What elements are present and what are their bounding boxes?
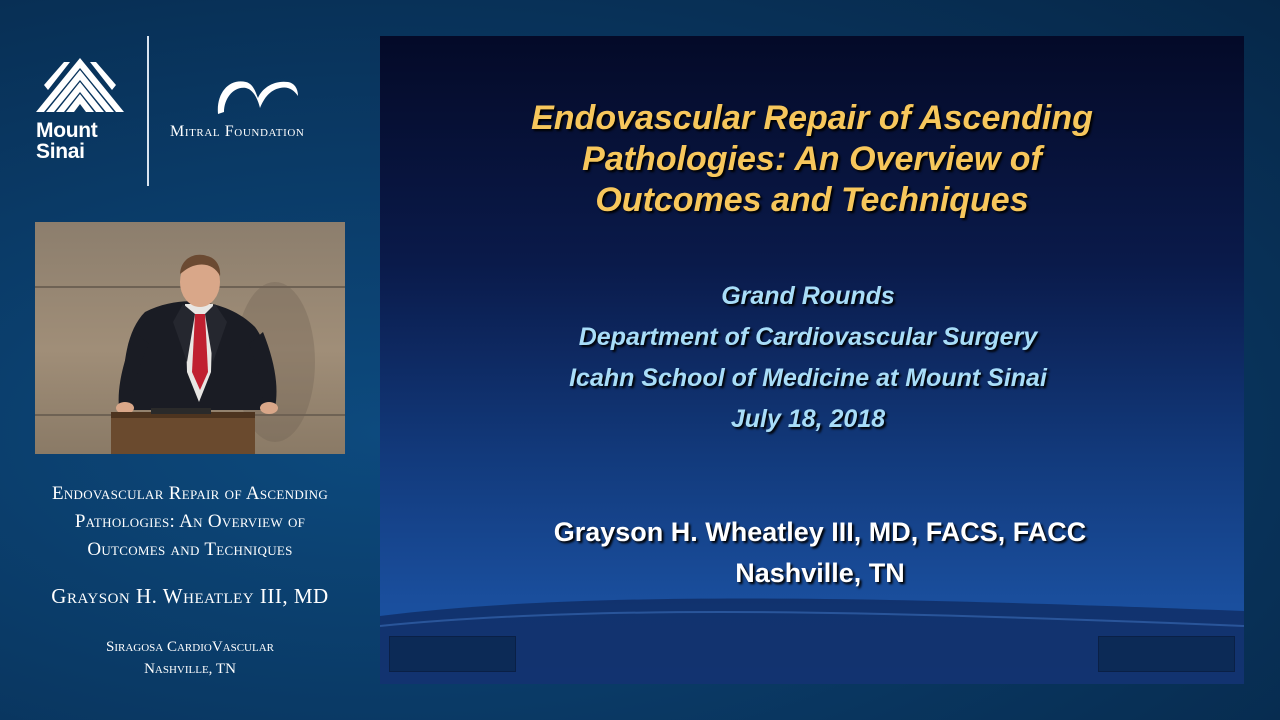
mitral-foundation-text bbox=[170, 123, 304, 141]
presentation-slide bbox=[380, 36, 1244, 684]
slide-title-line: Outcomes and Techniques bbox=[595, 181, 1029, 219]
slide-subtitle-line: July 18, 2018 bbox=[730, 405, 886, 433]
slide-title bbox=[380, 98, 1244, 221]
slide-subtitle-line: Grand Rounds bbox=[721, 282, 895, 310]
sidebar-institution-line: Siragosa CardioVascular bbox=[106, 639, 274, 655]
slide-subtitle bbox=[380, 276, 1236, 440]
mount-sinai-line1: Mount bbox=[36, 119, 98, 142]
mount-sinai-line2: Sinai bbox=[36, 140, 85, 163]
speaker-video bbox=[35, 222, 345, 454]
sidebar-talk-title bbox=[0, 480, 380, 564]
sidebar-institution-line: Nashville, TN bbox=[144, 661, 236, 677]
sidebar-institution bbox=[0, 636, 380, 680]
sidebar-talk-title-line: Outcomes and Techniques bbox=[87, 539, 293, 560]
slide-subtitle-line: Icahn School of Medicine at Mount Sinai bbox=[569, 364, 1047, 392]
sidebar-talk-title-line: Endovascular Repair of Ascending bbox=[51, 483, 329, 504]
slide-author-line: Grayson H. Wheatley III, MD, FACS, FACC bbox=[553, 517, 1087, 547]
sidebar-speaker-name: Grayson H. Wheatley III, MD bbox=[51, 584, 329, 608]
mount-sinai-logo-text bbox=[36, 120, 97, 162]
slide-title-line: Endovascular Repair of Ascending bbox=[531, 99, 1093, 137]
mitral-foundation-label: Mitral Foundation bbox=[170, 123, 305, 140]
logo-divider bbox=[147, 36, 149, 186]
slide-subtitle-line: Department of Cardiovascular Surgery bbox=[578, 323, 1038, 351]
slide-author bbox=[380, 512, 1244, 594]
slide-footer-box-right bbox=[1098, 636, 1235, 672]
slide-author-line: Nashville, TN bbox=[735, 558, 905, 588]
sidebar-talk-title-line: Pathologies: An Overview of bbox=[74, 511, 306, 532]
slide-footer-box-left bbox=[389, 636, 516, 672]
slide-title-line: Pathologies: An Overview of bbox=[582, 140, 1042, 178]
